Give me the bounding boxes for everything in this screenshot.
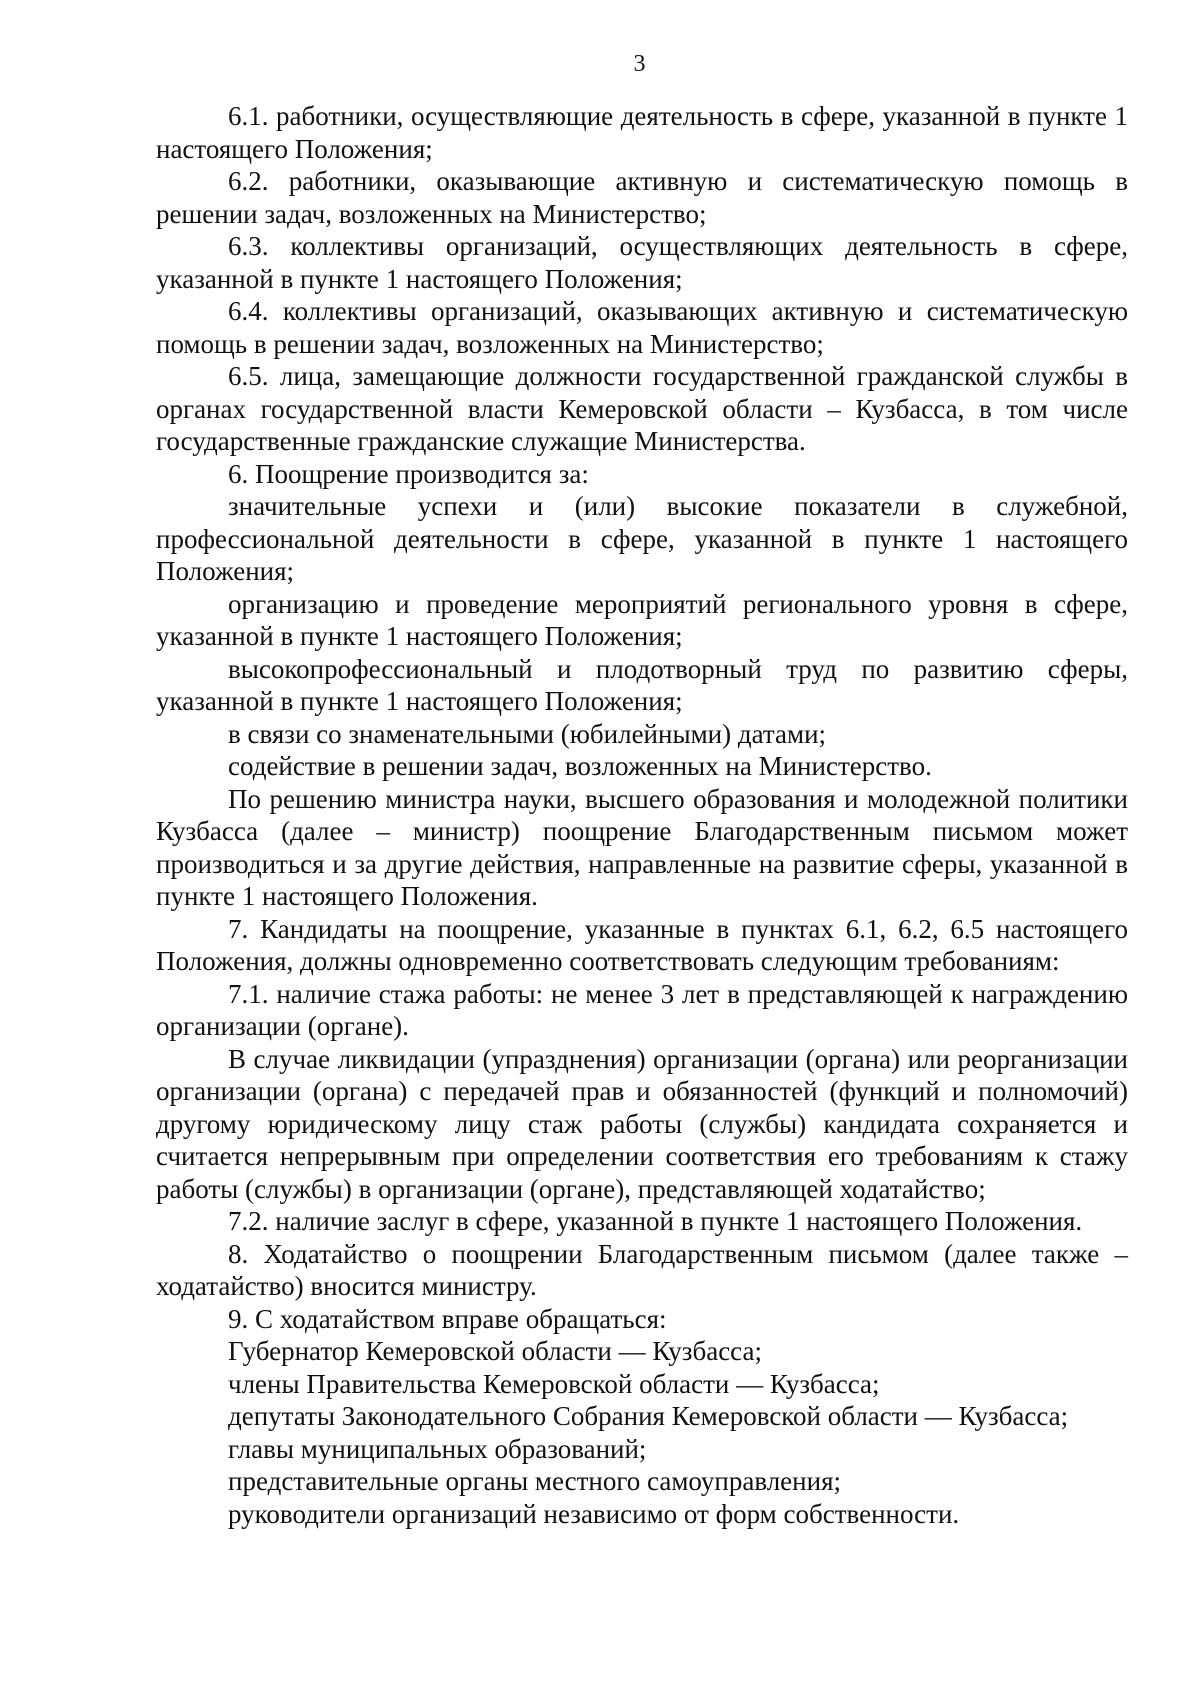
paragraph: высокопрофессиональный и плодотворный труд по развитию сферы, указанной в пункте 1 настоящего Положения; xyxy=(156,653,1128,716)
document-body xyxy=(156,100,1128,1530)
paragraph: организацию и проведение мероприятий регионального уровня в сфере, указанной в пункте 1 настоящего Положения; xyxy=(156,588,1128,651)
paragraph: 7. Кандидаты на поощрение, указанные в пунктах 6.1, 6.2, 6.5 настоящего Положения, должны одновременно соответствовать следующим требованиям: xyxy=(156,913,1128,976)
paragraph: 7.2. наличие заслуг в сфере, указанной в пункте 1 настоящего Положения. xyxy=(228,1206,1083,1236)
paragraph: значительные успехи и (или) высокие показатели в служебной, профессиональной деятельности в сфере, указанной в пункте 1 настоящего Положения; xyxy=(156,491,1128,586)
paragraph: главы муниципальных образований; xyxy=(228,1433,647,1464)
paragraph: 9. С ходатайством вправе обращаться: xyxy=(228,1303,667,1334)
paragraph: 8. Ходатайство о поощрении Благодарственным письмом (далее также – ходатайство) вносится министру. xyxy=(156,1238,1128,1301)
paragraph: 6.3. коллективы организаций, осуществляющих деятельность в сфере, указанной в пункте 1 настоящего Положения; xyxy=(156,231,1128,294)
page-number: 3 xyxy=(633,51,646,77)
paragraph: 6. Поощрение производится за: xyxy=(228,458,589,489)
paragraph: представительные органы местного самоуправления; xyxy=(228,1466,841,1496)
paragraph: 6.5. лица, замещающие должности государственной гражданской службы в органах государственной власти Кемеровской области – Кузбасса, в том числе государственные гражданские служащие Министерства. xyxy=(156,361,1128,456)
paragraph: По решению министра науки, высшего образования и молодежной политики Кузбасса (далее – министр) поощрение Благодарственным письмом может производиться и за другие действия, направленные на развитие сферы, указанной в пункте 1 настоящего Положения. xyxy=(156,783,1128,911)
paragraph: Губернатор Кемеровской области — Кузбасса; xyxy=(228,1336,762,1366)
paragraph: в связи со знаменательными (юбилейными) датами; xyxy=(228,718,827,749)
paragraph: 6.4. коллективы организаций, оказывающих активную и систематическую помощь в решении задач, возложенных на Министерство; xyxy=(156,296,1128,359)
paragraph: депутаты Законодательного Собрания Кемеровской области — Кузбасса; xyxy=(228,1401,1069,1431)
paragraph: 6.2. работники, оказывающие активную и систематическую помощь в решении задач, возложенных на Министерство; xyxy=(156,166,1128,229)
paragraph: 7.1. наличие стажа работы: не менее 3 лет в представляющей к награждению организации (органе). xyxy=(156,978,1128,1041)
paragraph: содействие в решении задач, возложенных на Министерство. xyxy=(228,751,932,781)
paragraph: руководители организаций независимо от форм собственности. xyxy=(228,1498,960,1529)
paragraph: В случае ликвидации (упразднения) организации (органа) или реорганизации организации (органа) с передачей прав и обязанностей (функций и полномочий) другому юридическому лицу стаж работы (службы) кандидата сохраняется и считается непрерывным при определении соответствия его требованиям к стажу работы (службы) в организации (органе), представляющей ходатайство; xyxy=(156,1043,1128,1204)
paragraph: 6.1. работники, осуществляющие деятельность в сфере, указанной в пункте 1 настоящего Положения; xyxy=(156,101,1128,164)
paragraph: члены Правительства Кемеровской области — Кузбасса; xyxy=(228,1368,880,1399)
